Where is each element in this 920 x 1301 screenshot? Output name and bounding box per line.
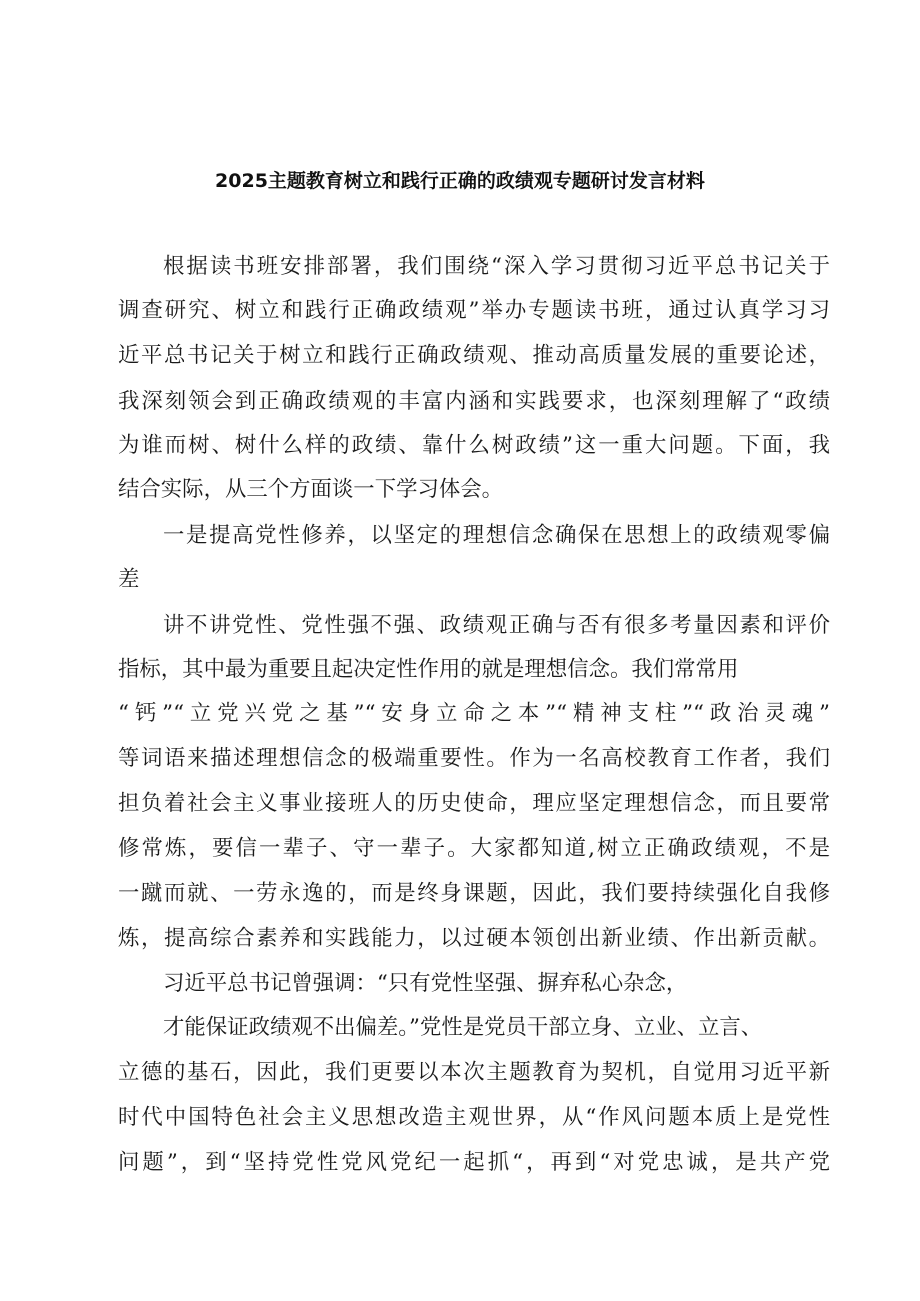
paragraph-line: 讲不讲党性、党性强不强、政绩观正确与否有很多考量因素和评价 — [163, 613, 830, 638]
paragraph-line: 调查研究、树立和践行正确政绩观”举办专题读书班，通过认真学习习 — [118, 298, 830, 323]
paragraph-line: 担负着社会主义事业接班人的历史使命，理应坚定理想信念，而且要常 — [118, 791, 830, 816]
paragraph-line: 立德的基石，因此，我们更要以本次主题教育为契机，自觉用习近平新 — [118, 1060, 830, 1085]
paragraph-line: 问题”，到“坚持党性党风党纪一起抓“，再到“对党忠诚，是共产党 — [118, 1150, 830, 1175]
paragraph-line: 修常炼，要信一辈子、守一辈子。大家都知道,树立正确政绩观，不是 — [118, 836, 830, 861]
paragraph-line: 指标，其中最为重要且起决定性作用的就是理想信念。我们常常用 — [118, 657, 739, 682]
document-title: 2025主题教育树立和践行正确的政绩观专题研讨发言材料 — [215, 170, 705, 192]
paragraph-line: 炼，提高综合素养和实践能力，以过硬本领创出新业绩、作出新贡献。 — [118, 926, 830, 951]
section-heading-line: 一是提高党性修养，以坚定的理想信念确保在思想上的政绩观零偏 — [163, 523, 830, 548]
paragraph-line: 才能保证政绩观不出偏差。”党性是党员干部立身、立业、立言、 — [163, 1015, 763, 1040]
paragraph-line: 近平总书记关于树立和践行正确政绩观、推动高质量发展的重要论述， — [118, 343, 830, 368]
paragraph-line: 为谁而树、树什么样的政绩、靠什么树政绩”这一重大问题。下面，我 — [118, 433, 830, 458]
paragraph-line: 时代中国特色社会主义思想改造主观世界，从“作风问题本质上是党性 — [118, 1105, 830, 1130]
paragraph-line: “钙”“立党兴党之基”“安身立命之本”“精神支柱”“政治灵魂” — [118, 701, 830, 726]
section-heading-line: 差 — [118, 567, 140, 592]
paragraph-line: 我深刻领会到正确政绩观的丰富内涵和实践要求，也深刻理解了“政绩 — [118, 389, 830, 414]
paragraph-line: 习近平总书记曾强调：“只有党性坚强、摒弃私心杂念， — [163, 971, 688, 996]
paragraph-line: 一蹴而就、一劳永逸的，而是终身课题，因此，我们要持续强化自我修 — [118, 881, 830, 906]
paragraph-line: 等词语来描述理想信念的极端重要性。作为一名高校教育工作者，我们 — [118, 746, 830, 771]
paragraph-line: 结合实际，从三个方面谈一下学习体会。 — [118, 477, 504, 502]
paragraph-line: 根据读书班安排部署，我们围绕“深入学习贯彻习近平总书记关于 — [163, 254, 830, 279]
